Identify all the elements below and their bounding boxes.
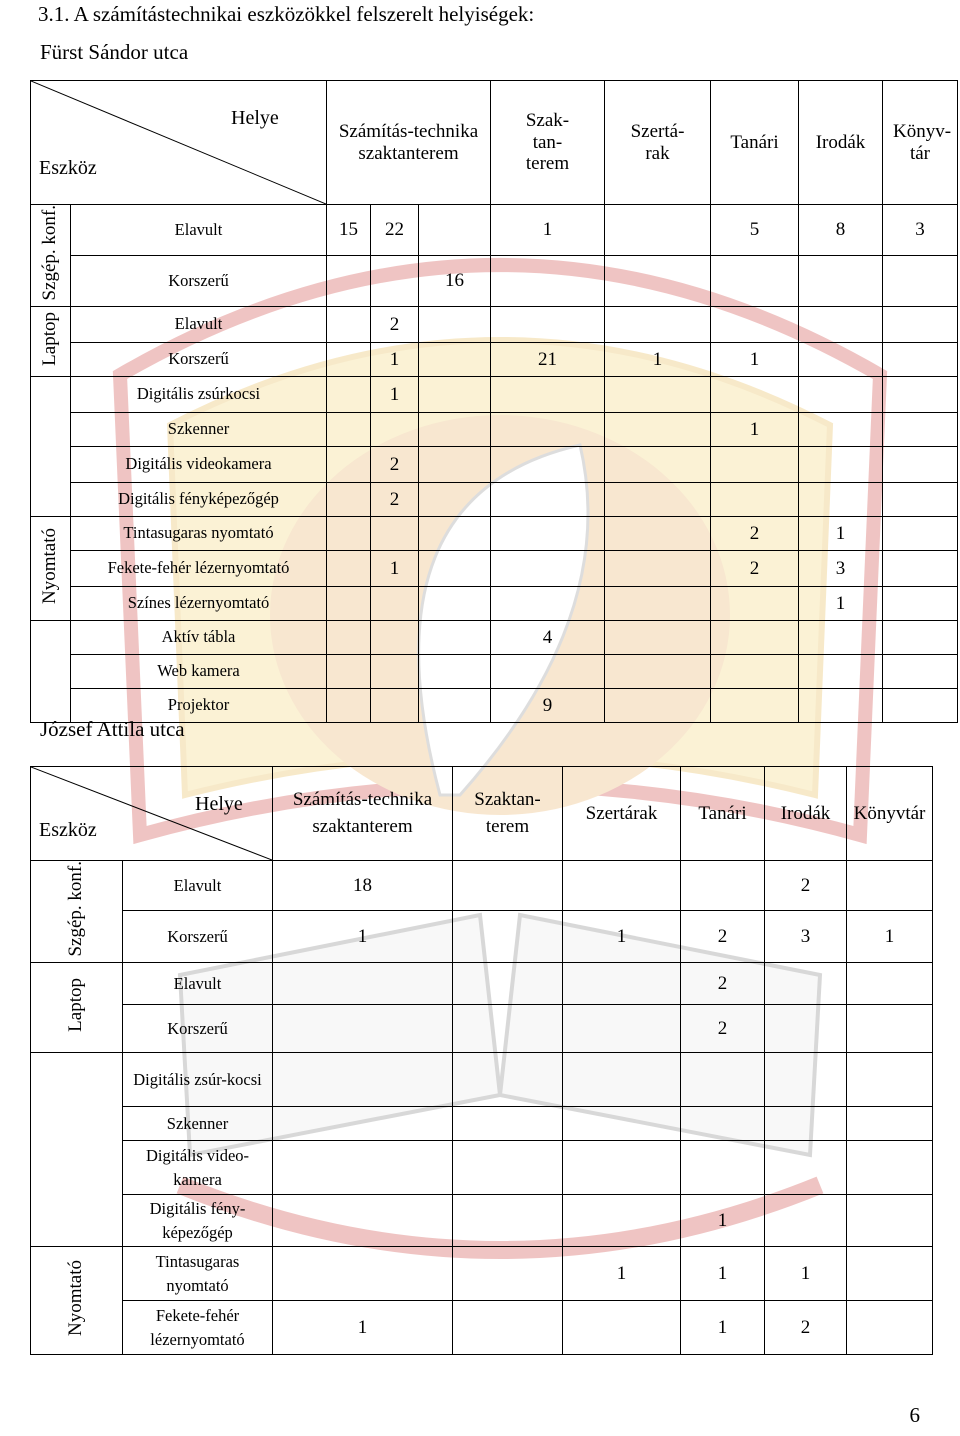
count-cell: 1 bbox=[681, 1195, 765, 1247]
device-label: Digitális zsúrkocsi bbox=[71, 377, 327, 413]
table1-row bbox=[31, 655, 958, 689]
count-cell bbox=[711, 621, 799, 655]
table2-row bbox=[31, 1005, 933, 1053]
table1-row bbox=[31, 377, 958, 413]
count-cell bbox=[491, 483, 605, 517]
count-cell: 15 bbox=[327, 205, 371, 256]
count-cell bbox=[327, 689, 371, 723]
table2-corner-helye: Helye bbox=[195, 793, 243, 815]
count-cell: 2 bbox=[371, 307, 419, 343]
count-cell bbox=[273, 1195, 453, 1247]
count-cell bbox=[563, 963, 681, 1005]
count-cell bbox=[491, 447, 605, 483]
count-cell: 1 bbox=[711, 343, 799, 377]
count-cell bbox=[847, 963, 933, 1005]
table2-row bbox=[31, 1107, 933, 1141]
count-cell: 2 bbox=[711, 551, 799, 587]
count-cell bbox=[605, 205, 711, 256]
count-cell bbox=[883, 551, 958, 587]
count-cell bbox=[799, 689, 883, 723]
count-cell bbox=[327, 587, 371, 621]
device-label: Szkenner bbox=[123, 1107, 273, 1141]
count-cell bbox=[883, 377, 958, 413]
count-cell bbox=[327, 447, 371, 483]
count-cell bbox=[491, 655, 605, 689]
group-laptop-label: Laptop bbox=[39, 312, 61, 366]
table2-header-konyvtar: Könyvtár bbox=[847, 767, 933, 861]
table2-header-szamitastechnika: Számítás-technika szaktanterem bbox=[273, 767, 453, 861]
count-cell bbox=[419, 447, 491, 483]
device-label: Elavult bbox=[71, 307, 327, 343]
count-cell bbox=[327, 655, 371, 689]
count-cell: 2 bbox=[681, 910, 765, 962]
count-cell bbox=[605, 256, 711, 307]
count-cell: 4 bbox=[491, 621, 605, 655]
count-cell: 2 bbox=[681, 963, 765, 1005]
table2-corner-cell bbox=[31, 767, 273, 861]
count-cell bbox=[273, 1053, 453, 1107]
device-label: Web kamera bbox=[71, 655, 327, 689]
device-label: Szkenner bbox=[71, 413, 327, 447]
count-cell bbox=[883, 655, 958, 689]
count-cell bbox=[327, 343, 371, 377]
count-cell bbox=[605, 447, 711, 483]
count-cell bbox=[419, 621, 491, 655]
count-cell bbox=[453, 861, 563, 911]
count-cell: 1 bbox=[799, 587, 883, 621]
count-cell bbox=[883, 256, 958, 307]
count-cell: 3 bbox=[765, 910, 847, 962]
count-cell bbox=[681, 1141, 765, 1195]
count-cell bbox=[453, 1301, 563, 1355]
count-cell bbox=[419, 517, 491, 551]
count-cell bbox=[419, 587, 491, 621]
count-cell bbox=[799, 413, 883, 447]
device-label: Digitális videokamera bbox=[71, 447, 327, 483]
count-cell: 2 bbox=[711, 517, 799, 551]
count-cell bbox=[491, 413, 605, 447]
count-cell bbox=[273, 1247, 453, 1301]
count-cell bbox=[371, 587, 419, 621]
table1-header-szaktanterem: Szak-tan-terem bbox=[491, 81, 605, 205]
count-cell bbox=[847, 1005, 933, 1053]
count-cell bbox=[453, 910, 563, 962]
count-cell bbox=[453, 1053, 563, 1107]
count-cell bbox=[681, 861, 765, 911]
count-cell: 1 bbox=[765, 1247, 847, 1301]
count-cell bbox=[605, 689, 711, 723]
count-cell bbox=[765, 1141, 847, 1195]
table1-row bbox=[31, 343, 958, 377]
device-label: Korszerű bbox=[71, 256, 327, 307]
count-cell: 3 bbox=[883, 205, 958, 256]
device-label: Digitális fényképezőgép bbox=[71, 483, 327, 517]
device-label: Aktív tábla bbox=[71, 621, 327, 655]
table2-row bbox=[31, 1247, 933, 1301]
group-laptop bbox=[31, 307, 71, 377]
count-cell: 1 bbox=[563, 1247, 681, 1301]
count-cell bbox=[883, 447, 958, 483]
device-label: Elavult bbox=[123, 861, 273, 911]
count-cell bbox=[371, 256, 419, 307]
count-cell bbox=[765, 1053, 847, 1107]
count-cell bbox=[883, 689, 958, 723]
group-laptop-label: Laptop bbox=[65, 978, 87, 1032]
count-cell: 9 bbox=[491, 689, 605, 723]
count-cell bbox=[765, 963, 847, 1005]
table2-row bbox=[31, 1301, 933, 1355]
count-cell: 1 bbox=[371, 551, 419, 587]
table2-row bbox=[31, 861, 933, 911]
table1-header-szamitastechnika: Számítás-technika szaktanterem bbox=[327, 81, 491, 205]
count-cell: 2 bbox=[765, 861, 847, 911]
count-cell: 8 bbox=[799, 205, 883, 256]
device-label: Elavult bbox=[71, 205, 327, 256]
table1-header-tanari: Tanári bbox=[711, 81, 799, 205]
table1-header-konyvtar: Könyv-tár bbox=[883, 81, 958, 205]
count-cell bbox=[563, 1195, 681, 1247]
count-cell bbox=[605, 377, 711, 413]
table1-row bbox=[31, 256, 958, 307]
count-cell bbox=[327, 621, 371, 655]
count-cell bbox=[491, 517, 605, 551]
count-cell bbox=[711, 587, 799, 621]
table2-header-szertarak: Szertárak bbox=[563, 767, 681, 861]
count-cell: 1 bbox=[371, 343, 419, 377]
count-cell bbox=[799, 343, 883, 377]
equipment-table-jozsef bbox=[30, 766, 933, 1355]
table1-corner-cell bbox=[31, 81, 327, 205]
count-cell bbox=[711, 689, 799, 723]
count-cell bbox=[327, 256, 371, 307]
count-cell bbox=[883, 517, 958, 551]
count-cell bbox=[799, 307, 883, 343]
group-szgep-konf bbox=[31, 861, 123, 963]
count-cell bbox=[605, 587, 711, 621]
count-cell bbox=[563, 1141, 681, 1195]
count-cell bbox=[883, 413, 958, 447]
device-label: Digitális zsúr-kocsi bbox=[123, 1053, 273, 1107]
group-nyomtato-label: Nyomtató bbox=[39, 527, 61, 604]
device-label: Fekete-fehér lézernyomtató bbox=[71, 551, 327, 587]
count-cell bbox=[883, 587, 958, 621]
count-cell bbox=[371, 621, 419, 655]
group-nyomtato-label: Nyomtató bbox=[65, 1259, 87, 1336]
group-nyomtato bbox=[31, 517, 71, 621]
count-cell bbox=[453, 1141, 563, 1195]
count-cell: 2 bbox=[371, 483, 419, 517]
count-cell bbox=[711, 377, 799, 413]
count-cell bbox=[453, 1247, 563, 1301]
count-cell bbox=[681, 1107, 765, 1141]
group-blank bbox=[31, 377, 71, 517]
count-cell bbox=[847, 1053, 933, 1107]
count-cell: 1 bbox=[371, 377, 419, 413]
count-cell bbox=[711, 307, 799, 343]
count-cell bbox=[273, 1141, 453, 1195]
device-label: Fekete-fehér lézernyomtató bbox=[123, 1301, 273, 1355]
count-cell bbox=[847, 861, 933, 911]
count-cell bbox=[327, 483, 371, 517]
count-cell bbox=[883, 621, 958, 655]
count-cell bbox=[711, 256, 799, 307]
group-blank bbox=[31, 1053, 123, 1247]
count-cell bbox=[563, 1107, 681, 1141]
count-cell bbox=[799, 256, 883, 307]
count-cell bbox=[453, 1195, 563, 1247]
device-label: Színes lézernyomtató bbox=[71, 587, 327, 621]
count-cell bbox=[371, 517, 419, 551]
count-cell bbox=[799, 621, 883, 655]
count-cell bbox=[681, 1053, 765, 1107]
location-title-1: Fürst Sándor utca bbox=[40, 40, 189, 64]
count-cell bbox=[799, 377, 883, 413]
count-cell: 18 bbox=[273, 861, 453, 911]
count-cell bbox=[711, 655, 799, 689]
table1-header-szertarak: Szertá-rak bbox=[605, 81, 711, 205]
count-cell bbox=[563, 861, 681, 911]
location-title-2: József Attila utca bbox=[40, 717, 185, 741]
count-cell: 1 bbox=[491, 205, 605, 256]
count-cell bbox=[491, 377, 605, 413]
table2-row bbox=[31, 1195, 933, 1247]
table2-header-szaktanterem: Szaktan-terem bbox=[453, 767, 563, 861]
count-cell bbox=[419, 307, 491, 343]
table1-row bbox=[31, 447, 958, 483]
equipment-table-furst bbox=[30, 80, 958, 723]
count-cell: 1 bbox=[563, 910, 681, 962]
table1-row bbox=[31, 517, 958, 551]
count-cell: 3 bbox=[799, 551, 883, 587]
count-cell bbox=[453, 1107, 563, 1141]
count-cell bbox=[883, 343, 958, 377]
count-cell bbox=[273, 1005, 453, 1053]
count-cell: 1 bbox=[273, 910, 453, 962]
count-cell bbox=[847, 1195, 933, 1247]
count-cell: 1 bbox=[273, 1301, 453, 1355]
count-cell bbox=[799, 655, 883, 689]
device-label: Digitális video-kamera bbox=[123, 1141, 273, 1195]
count-cell: 2 bbox=[765, 1301, 847, 1355]
count-cell bbox=[765, 1195, 847, 1247]
count-cell: 1 bbox=[681, 1301, 765, 1355]
count-cell: 2 bbox=[371, 447, 419, 483]
count-cell bbox=[605, 483, 711, 517]
table1-row bbox=[31, 205, 958, 256]
group-szgep-konf-label: Szgép. konf. bbox=[39, 205, 61, 301]
table1-row bbox=[31, 587, 958, 621]
count-cell: 5 bbox=[711, 205, 799, 256]
count-cell bbox=[491, 587, 605, 621]
device-label: Tintasugaras nyomtató bbox=[71, 517, 327, 551]
count-cell bbox=[327, 307, 371, 343]
table1-corner-helye: Helye bbox=[231, 107, 279, 129]
count-cell bbox=[419, 551, 491, 587]
count-cell bbox=[371, 655, 419, 689]
count-cell bbox=[273, 1107, 453, 1141]
device-label: Tintasugaras nyomtató bbox=[123, 1247, 273, 1301]
count-cell bbox=[605, 413, 711, 447]
count-cell bbox=[563, 1053, 681, 1107]
count-cell bbox=[883, 483, 958, 517]
device-label: Korszerű bbox=[123, 910, 273, 962]
count-cell bbox=[491, 551, 605, 587]
group-laptop bbox=[31, 963, 123, 1053]
count-cell bbox=[799, 447, 883, 483]
table1-row bbox=[31, 307, 958, 343]
count-cell bbox=[371, 413, 419, 447]
count-cell bbox=[765, 1107, 847, 1141]
count-cell bbox=[711, 447, 799, 483]
count-cell bbox=[419, 689, 491, 723]
group-blank bbox=[31, 621, 71, 723]
count-cell bbox=[327, 517, 371, 551]
table2-header-tanari: Tanári bbox=[681, 767, 765, 861]
count-cell: 22 bbox=[371, 205, 419, 256]
count-cell bbox=[847, 1107, 933, 1141]
device-label: Projektor bbox=[71, 689, 327, 723]
table2-corner-eszkoz: Eszköz bbox=[39, 819, 97, 841]
count-cell: 1 bbox=[681, 1247, 765, 1301]
count-cell bbox=[419, 343, 491, 377]
table2-row bbox=[31, 1141, 933, 1195]
group-szgep-konf bbox=[31, 205, 71, 307]
count-cell: 1 bbox=[711, 413, 799, 447]
count-cell bbox=[605, 621, 711, 655]
count-cell bbox=[491, 256, 605, 307]
count-cell bbox=[847, 1247, 933, 1301]
count-cell bbox=[605, 307, 711, 343]
group-nyomtato bbox=[31, 1247, 123, 1355]
table2-row bbox=[31, 963, 933, 1005]
count-cell bbox=[419, 205, 491, 256]
table1-row bbox=[31, 413, 958, 447]
count-cell: 16 bbox=[419, 256, 491, 307]
count-cell bbox=[563, 1005, 681, 1053]
count-cell bbox=[273, 963, 453, 1005]
table1-header-irodak: Irodák bbox=[799, 81, 883, 205]
page-number: 6 bbox=[909, 1403, 920, 1427]
count-cell bbox=[419, 377, 491, 413]
device-label: Elavult bbox=[123, 963, 273, 1005]
count-cell bbox=[327, 551, 371, 587]
table2-row bbox=[31, 910, 933, 962]
count-cell bbox=[491, 307, 605, 343]
device-label: Korszerű bbox=[123, 1005, 273, 1053]
count-cell bbox=[605, 551, 711, 587]
table1-corner-eszkoz: Eszköz bbox=[39, 157, 97, 179]
count-cell bbox=[327, 377, 371, 413]
count-cell bbox=[847, 1141, 933, 1195]
group-szgep-konf-label: Szgép. konf. bbox=[65, 861, 87, 957]
count-cell: 1 bbox=[605, 343, 711, 377]
count-cell bbox=[371, 689, 419, 723]
count-cell bbox=[419, 483, 491, 517]
count-cell bbox=[883, 307, 958, 343]
count-cell bbox=[605, 517, 711, 551]
count-cell bbox=[605, 655, 711, 689]
count-cell bbox=[563, 1301, 681, 1355]
count-cell: 1 bbox=[799, 517, 883, 551]
count-cell: 21 bbox=[491, 343, 605, 377]
count-cell: 2 bbox=[681, 1005, 765, 1053]
table1-row bbox=[31, 621, 958, 655]
table2-header-irodak: Irodák bbox=[765, 767, 847, 861]
device-label: Digitális fény-képezőgép bbox=[123, 1195, 273, 1247]
count-cell bbox=[799, 483, 883, 517]
count-cell bbox=[419, 413, 491, 447]
device-label: Korszerű bbox=[71, 343, 327, 377]
count-cell bbox=[453, 1005, 563, 1053]
table1-row bbox=[31, 551, 958, 587]
count-cell bbox=[711, 483, 799, 517]
count-cell bbox=[453, 963, 563, 1005]
table1-row bbox=[31, 483, 958, 517]
count-cell bbox=[847, 1301, 933, 1355]
section-heading: 3.1. A számítástechnikai eszközökkel felszerelt helyiségek: bbox=[38, 2, 535, 26]
count-cell bbox=[765, 1005, 847, 1053]
table2-row bbox=[31, 1053, 933, 1107]
count-cell: 1 bbox=[847, 910, 933, 962]
count-cell bbox=[419, 655, 491, 689]
count-cell bbox=[327, 413, 371, 447]
